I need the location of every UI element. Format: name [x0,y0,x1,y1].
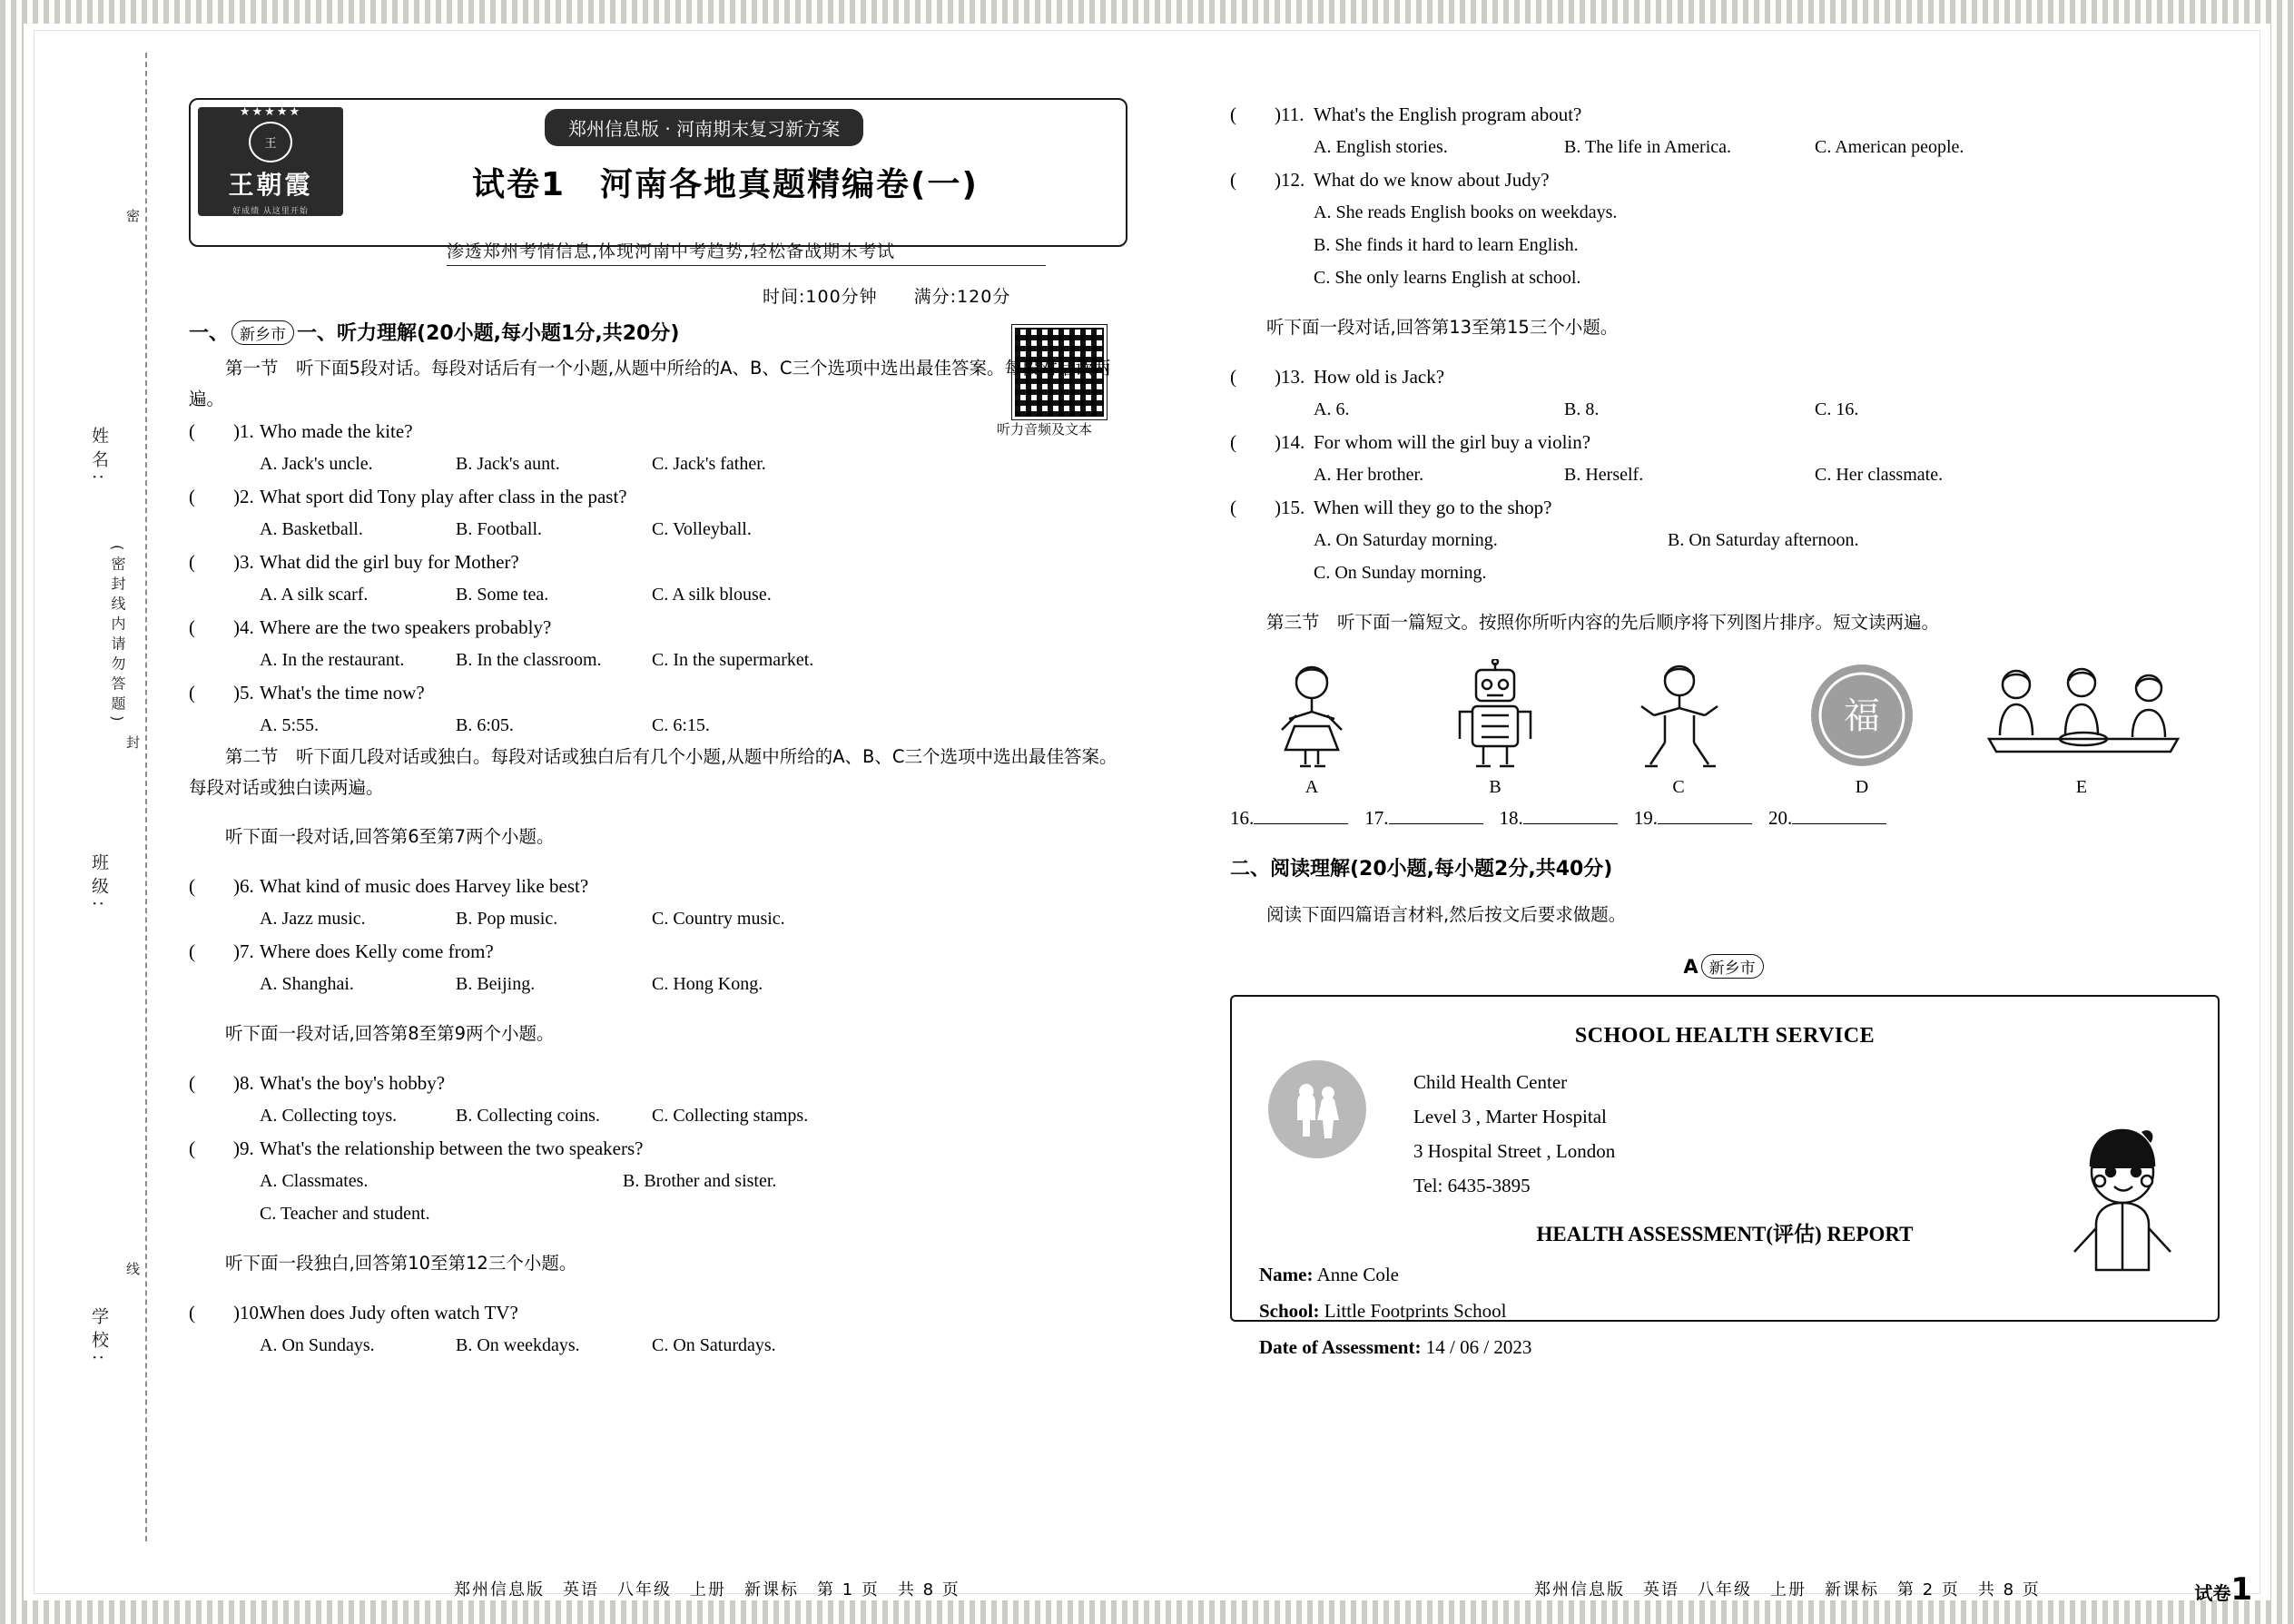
answer-blank[interactable] [1500,807,1618,830]
option-b[interactable]: B. Herself. [1564,465,1644,485]
seal-mark-1: 密 [124,209,141,226]
picture-item [1964,655,2200,798]
option-c[interactable]: C. In the supermarket. [652,650,814,670]
part-3-instruction: 第三节 听下面一篇短文。按照你所听内容的先后顺序将下列图片排序。短文读两遍。 [1266,611,1940,633]
boy-cartoon-icon [2054,1116,2191,1293]
passage-letter: A [1683,955,1698,978]
question-text: What's the boy's hobby? [260,1072,446,1094]
question-text: What sport did Tony play after class in the past? [260,486,627,507]
question-text: When will they go to the shop? [1314,497,1552,518]
field-name [1259,1256,2191,1293]
field-value: 14 / 06 / 2023 [1425,1335,1532,1358]
lead-13-15: 听下面一段对话,回答第13至第15三个小题。 [1266,316,1619,338]
assessment-title: HEALTH ASSESSMENT(评估) REPORT [1536,1222,1914,1245]
option-b[interactable]: B. Football. [456,519,543,539]
girl-dancing-icon [1230,655,1393,772]
option-a[interactable]: A. In the restaurant. [260,650,405,670]
section-1-title: 一、听力理解(20小题,每小题1分,共20分) [297,322,680,345]
picture-item [1597,655,1760,798]
question-options [189,709,1133,742]
option-c[interactable]: C. 6:15. [652,715,710,735]
question-text: When does Judy often watch TV? [260,1302,518,1324]
picture-label: E [2075,777,2088,797]
footer-left: 郑州信息版 英语 八年级 上册 新课标 第 1 页 共 8 页 [454,1580,960,1599]
question-text: What's the English program about? [1314,103,1582,125]
question-text: What did the girl buy for Mother? [260,551,519,573]
question-options [1230,524,2220,556]
question-options [189,1329,1133,1362]
question-line [189,415,1133,448]
blank-number: 18. [1499,807,1523,829]
picture-label: B [1489,777,1501,797]
field-label: School: [1259,1299,1320,1322]
card-address [1259,1065,2191,1203]
section-1-title-prefix: 一、 [189,322,230,345]
answer-blank[interactable] [1634,807,1752,830]
option-a[interactable]: A. Classmates. [260,1171,369,1191]
field-date [1259,1329,2191,1365]
picture-ordering-row [1230,655,2220,798]
question-text: What's the relationship between the two speakers? [260,1137,644,1159]
question-block-5 [1230,98,2220,294]
question-options [189,513,1133,546]
option-c[interactable]: C. On Saturdays. [652,1335,776,1355]
option-a[interactable]: A. On Sundays. [260,1335,375,1355]
lead-6-7: 听下面一段对话,回答第6至第7两个小题。 [225,825,555,847]
option-c[interactable]: C. Country music. [652,909,785,929]
student-name-field: 姓名: [89,427,109,487]
family-health-icon [1268,1060,1366,1158]
picture-label: A [1305,777,1319,797]
card-line: 3 Hospital Street , London [1413,1139,1616,1162]
question-text: How old is Jack? [1314,366,1445,388]
blank-number: 16. [1230,807,1255,829]
edition-ribbon: 郑州信息版 · 河南期末复习新方案 [545,109,863,146]
blank-number: 17. [1364,807,1389,829]
question-line [1230,163,2220,196]
corner-number: 1 [2230,1571,2252,1608]
question-number: ( )10. [189,1302,264,1324]
question-text: Where does Kelly come from? [260,940,494,962]
option-c[interactable]: C. Teacher and student. [260,1204,430,1224]
card-line: Tel: 6435-3895 [1413,1174,1531,1196]
part-2-instruction: 第二节 听下面几段对话或独白。每段对话或独白后有几个小题,从题中所给的A、B、C三个选项中选出最佳答案。每段对话或独白读两遍。 [189,746,1117,798]
card-line: Child Health Center [1413,1070,1568,1093]
subtitle-rule [447,265,1046,266]
logo-name: 王朝霞 [228,170,313,200]
option-a[interactable]: A. A silk scarf. [260,585,369,605]
picture-item [1230,655,1393,798]
logo-seal-icon: 王 [249,122,292,162]
option-b[interactable]: B. 6:05. [456,715,514,735]
answer-blank[interactable] [1230,807,1348,830]
question-number: ( )1. [189,420,254,442]
question-line [1230,98,2220,131]
card-line: Level 3 , Marter Hospital [1413,1105,1607,1127]
question-number: ( )5. [189,682,254,704]
option-b[interactable]: B. Some tea. [456,585,549,605]
option-a[interactable]: A. 6. [1314,399,1350,419]
question-text: What do we know about Judy? [1314,169,1550,191]
picture-label: D [1855,777,1869,797]
option-b[interactable]: B. Brother and sister. [623,1171,777,1191]
section-2-lead: 阅读下面四篇语言材料,然后按文后要求做题。 [1266,903,1627,925]
section-1-heading [189,318,1133,346]
question-number: ( )13. [1230,366,1305,388]
assessment-fields [1259,1256,2191,1365]
paper-corner-mark [2194,1571,2252,1608]
answer-blank[interactable] [1768,807,1886,830]
question-line [189,480,1133,513]
question-line [189,1132,1133,1165]
seal-mark-3: 线 [124,1262,141,1279]
page-subtitle: 渗透郑州考情信息,体现河南中考趋势,轻松备战期末考试 [447,241,896,261]
question-options [1230,393,2220,426]
question-line [1230,491,2220,524]
option-b[interactable]: B. The life in America. [1564,137,1732,157]
lead-10-12: 听下面一段独白,回答第10至第12三个小题。 [225,1252,577,1274]
field-label: Date of Assessment: [1259,1335,1422,1358]
question-text: Where are the two speakers probably? [260,616,552,638]
question-number: ( )8. [189,1072,254,1094]
question-block-6 [1230,360,2220,589]
question-number: ( )2. [189,486,254,507]
student-class-field: 班级: [89,853,109,913]
question-options [189,644,1133,676]
option-b[interactable]: B. Collecting coins. [456,1106,600,1126]
blank-number: 20. [1768,807,1793,829]
section-1-region-tag: 新乡市 [231,320,294,345]
option-b[interactable]: B. Pop music. [456,909,558,929]
passage-region-tag: 新乡市 [1701,954,1764,979]
footer-right: 郑州信息版 英语 八年级 上册 新课标 第 2 页 共 8 页 [1534,1580,2041,1599]
option-b[interactable]: B. On weekdays. [456,1335,580,1355]
picture-item [1780,655,1944,798]
picture-item [1413,655,1577,798]
picture-label: C [1672,777,1685,797]
section-2-heading: 二、阅读理解(20小题,每小题2分,共40分) [1230,858,1613,881]
family-dinner-icon [1964,655,2200,772]
question-line [1230,426,2220,458]
question-options [189,578,1133,611]
logo-stars: ★★★★★ [239,105,302,119]
option-b[interactable]: B. In the classroom. [456,650,602,670]
question-block-2 [189,870,1133,1000]
passage-a-label [1230,954,2220,979]
option-b[interactable]: B. Beijing. [456,974,536,994]
question-number: ( )4. [189,616,254,638]
option-c[interactable]: C. Collecting stamps. [652,1106,809,1126]
boy-exercising-icon [1597,655,1760,772]
option-c[interactable]: C. Volleyball. [652,519,752,539]
question-text: Who made the kite? [260,420,413,442]
option-a[interactable]: A. English stories. [1314,137,1448,157]
question-block-1 [189,415,1133,742]
sealed-line-note: (密封线内请勿答题) [109,545,126,727]
question-line [189,870,1133,902]
question-number: ( )9. [189,1137,254,1159]
card-title: SCHOOL HEALTH SERVICE [1574,1023,1876,1048]
option-a[interactable]: A. Her brother. [1314,465,1424,485]
option-c[interactable]: C. Her classmate. [1815,465,1944,485]
seal-mark-2: 封 [124,735,141,753]
option-b[interactable]: B. On Saturday afternoon. [1668,530,1859,550]
question-option-c[interactable]: C. She only learns English at school. [1314,268,1581,288]
field-value: Anne Cole [1316,1263,1399,1285]
question-block-3 [189,1067,1133,1230]
part-1-instruction: 第一节 听下面5段对话。每段对话后有一个小题,从题中所给的A、B、C三个选项中选出最佳答案。每段对话读两遍。 [189,358,1111,409]
field-school [1259,1293,2191,1329]
svg-text:福: 福 [1844,695,1880,737]
option-a[interactable]: A. Jack's uncle. [260,454,373,474]
question-options [189,968,1133,1000]
question-option-b[interactable]: B. She finds it hard to learn English. [1314,235,1579,255]
blank-number: 19. [1633,807,1658,829]
corner-label: 试卷 [2194,1582,2231,1604]
question-options [189,1165,1133,1197]
question-option-c[interactable]: C. On Sunday morning. [1314,563,1487,583]
fold-line [145,53,147,1541]
option-a[interactable]: A. 5:55. [260,715,319,735]
option-c[interactable]: C. Jack's father. [652,454,766,474]
left-column [189,318,1133,1362]
question-text: For whom will the girl buy a violin? [1314,431,1591,453]
option-a[interactable]: A. Collecting toys. [260,1106,398,1126]
question-option-a[interactable]: A. She reads English books on weekdays. [1314,202,1618,222]
question-options [1230,458,2220,491]
question-options [189,1099,1133,1132]
option-c[interactable]: C. American people. [1815,137,1964,157]
question-block-4 [189,1296,1133,1362]
question-number: ( )12. [1230,169,1305,191]
option-c[interactable]: C. 16. [1815,399,1859,419]
question-line [189,1296,1133,1329]
option-b[interactable]: B. Jack's aunt. [456,454,560,474]
option-a[interactable]: A. On Saturday morning. [1314,530,1498,550]
publisher-logo [198,107,343,216]
question-number: ( )15. [1230,497,1305,518]
option-a[interactable]: A. Basketball. [260,519,363,539]
answer-blank[interactable] [1364,807,1482,830]
lead-8-9: 听下面一段对话,回答第8至第9两个小题。 [225,1022,555,1044]
page-title: 试卷1 河南各地真题精编卷(一) [472,166,979,203]
paper-cut-icon [1780,655,1944,772]
question-line [189,546,1133,578]
question-text: What kind of music does Harvey like best? [260,875,589,897]
question-line [189,1067,1133,1099]
question-options-cont [189,1197,1133,1230]
question-options [189,448,1133,480]
right-column [1230,98,2220,1358]
question-options [189,902,1133,935]
option-b[interactable]: B. 8. [1564,399,1600,419]
option-a[interactable]: A. Jazz music. [260,909,366,929]
ordering-answer-blanks [1230,807,2220,830]
question-options [1230,131,2220,163]
health-report-card [1230,995,2220,1358]
question-number: ( )11. [1230,103,1305,125]
question-line [189,676,1133,709]
option-a[interactable]: A. Shanghai. [260,974,354,994]
question-line [1230,360,2220,393]
student-school-field: 学校: [89,1307,109,1367]
question-line [189,935,1133,968]
option-c[interactable]: C. A silk blouse. [652,585,772,605]
question-number: ( )7. [189,940,254,962]
question-number: ( )14. [1230,431,1305,453]
field-label: Name: [1259,1263,1314,1285]
qr-caption: 听力音频及文本 [997,421,1093,438]
field-value: Little Footprints School [1324,1299,1507,1322]
question-line [189,611,1133,644]
exam-timing: 时间:100分钟 满分:120分 [763,287,1011,307]
question-number: ( )3. [189,551,254,573]
question-text: What's the time now? [260,682,425,704]
robot-icon [1413,655,1577,772]
logo-subtitle: 好成绩 从这里开始 [232,207,309,216]
question-number: ( )6. [189,875,254,897]
option-c[interactable]: C. Hong Kong. [652,974,763,994]
